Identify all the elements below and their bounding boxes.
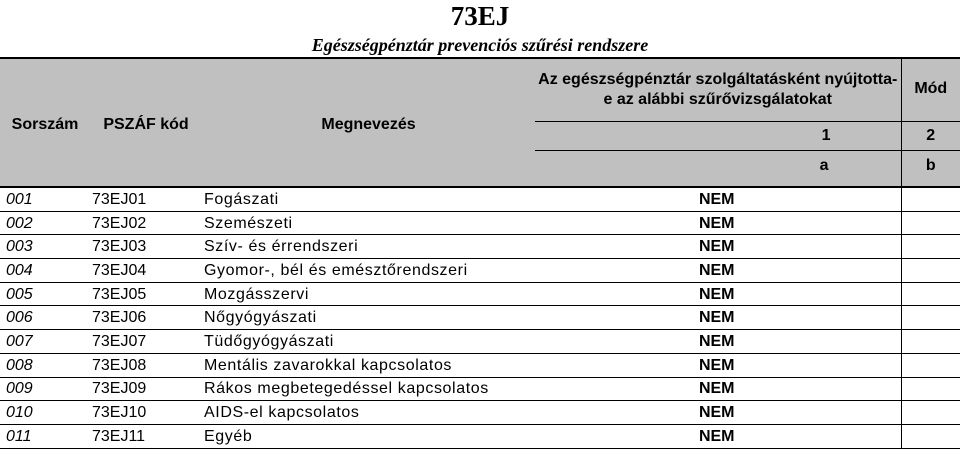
row-mod[interactable] <box>901 235 960 259</box>
row-megnevezes: AIDS-el kapcsolatos <box>202 401 535 425</box>
header-mod-letter: b <box>902 151 960 180</box>
header-sorszam: Sorszám <box>0 58 90 187</box>
row-answer[interactable]: NEM <box>535 424 901 448</box>
row-sorszam: 009 <box>0 377 90 401</box>
header-megnevezes: Megnevezés <box>202 58 535 187</box>
row-answer[interactable]: NEM <box>535 330 901 354</box>
row-answer[interactable]: NEM <box>535 211 901 235</box>
header-question-text: Az egészségpénztár szolgáltatásként nyújtotta-e az alábbi szűrővizsgálatokat <box>535 59 901 122</box>
row-megnevezes: Gyomor-, bél és emésztőrendszeri <box>202 259 535 283</box>
row-mod[interactable] <box>901 330 960 354</box>
table-row <box>0 282 960 306</box>
row-answer[interactable]: NEM <box>535 259 901 283</box>
table-row <box>0 235 960 259</box>
row-pszaf-kod: 73EJ04 <box>90 259 202 283</box>
table-row <box>0 353 960 377</box>
row-sorszam: 003 <box>0 235 90 259</box>
header-question-number: 1 <box>535 122 901 151</box>
row-sorszam: 006 <box>0 306 90 330</box>
row-sorszam: 002 <box>0 211 90 235</box>
header-pszaf-kod: PSZÁF kód <box>90 58 202 187</box>
header-mod-number: 2 <box>902 122 960 151</box>
row-megnevezes: Rákos megbetegedéssel kapcsolatos <box>202 377 535 401</box>
row-pszaf-kod: 73EJ10 <box>90 401 202 425</box>
row-answer[interactable]: NEM <box>535 282 901 306</box>
row-megnevezes: Szív- és érrendszeri <box>202 235 535 259</box>
row-mod[interactable] <box>901 424 960 448</box>
row-answer[interactable]: NEM <box>535 377 901 401</box>
row-pszaf-kod: 73EJ05 <box>90 282 202 306</box>
row-megnevezes: Szemészeti <box>202 211 535 235</box>
row-answer[interactable]: NEM <box>535 187 901 211</box>
table-header-row <box>0 58 960 187</box>
row-mod[interactable] <box>901 377 960 401</box>
page-title: 73EJ <box>0 0 960 34</box>
row-sorszam: 004 <box>0 259 90 283</box>
table-row <box>0 401 960 425</box>
table-body <box>0 187 960 448</box>
screening-table <box>0 57 960 449</box>
row-pszaf-kod: 73EJ02 <box>90 211 202 235</box>
row-sorszam: 010 <box>0 401 90 425</box>
table-row <box>0 330 960 354</box>
row-mod[interactable] <box>901 211 960 235</box>
row-pszaf-kod: 73EJ06 <box>90 306 202 330</box>
row-sorszam: 007 <box>0 330 90 354</box>
header-mod-text: Mód <box>902 59 960 122</box>
row-megnevezes: Mentális zavarokkal kapcsolatos <box>202 353 535 377</box>
row-megnevezes: Tüdőgyógyászati <box>202 330 535 354</box>
table-row <box>0 424 960 448</box>
row-sorszam: 008 <box>0 353 90 377</box>
header-question-letter: a <box>535 151 901 180</box>
row-megnevezes: Nőgyógyászati <box>202 306 535 330</box>
row-pszaf-kod: 73EJ09 <box>90 377 202 401</box>
row-mod[interactable] <box>901 306 960 330</box>
page-subtitle: Egészségpénztár prevenciós szűrési rendszere <box>0 34 960 56</box>
row-mod[interactable] <box>901 353 960 377</box>
row-sorszam: 011 <box>0 424 90 448</box>
header-question <box>535 58 901 187</box>
row-megnevezes: Egyéb <box>202 424 535 448</box>
row-pszaf-kod: 73EJ08 <box>90 353 202 377</box>
header-mod <box>901 58 960 187</box>
table-row <box>0 187 960 211</box>
row-pszaf-kod: 73EJ11 <box>90 424 202 448</box>
row-megnevezes: Mozgásszervi <box>202 282 535 306</box>
row-pszaf-kod: 73EJ07 <box>90 330 202 354</box>
row-pszaf-kod: 73EJ01 <box>90 187 202 211</box>
table-row <box>0 377 960 401</box>
row-megnevezes: Fogászati <box>202 187 535 211</box>
row-answer[interactable]: NEM <box>535 235 901 259</box>
row-answer[interactable]: NEM <box>535 401 901 425</box>
row-mod[interactable] <box>901 401 960 425</box>
table-row <box>0 211 960 235</box>
row-mod[interactable] <box>901 187 960 211</box>
row-sorszam: 001 <box>0 187 90 211</box>
row-pszaf-kod: 73EJ03 <box>90 235 202 259</box>
table-row <box>0 306 960 330</box>
row-mod[interactable] <box>901 282 960 306</box>
row-answer[interactable]: NEM <box>535 306 901 330</box>
row-answer[interactable]: NEM <box>535 353 901 377</box>
row-sorszam: 005 <box>0 282 90 306</box>
row-mod[interactable] <box>901 259 960 283</box>
table-row <box>0 259 960 283</box>
